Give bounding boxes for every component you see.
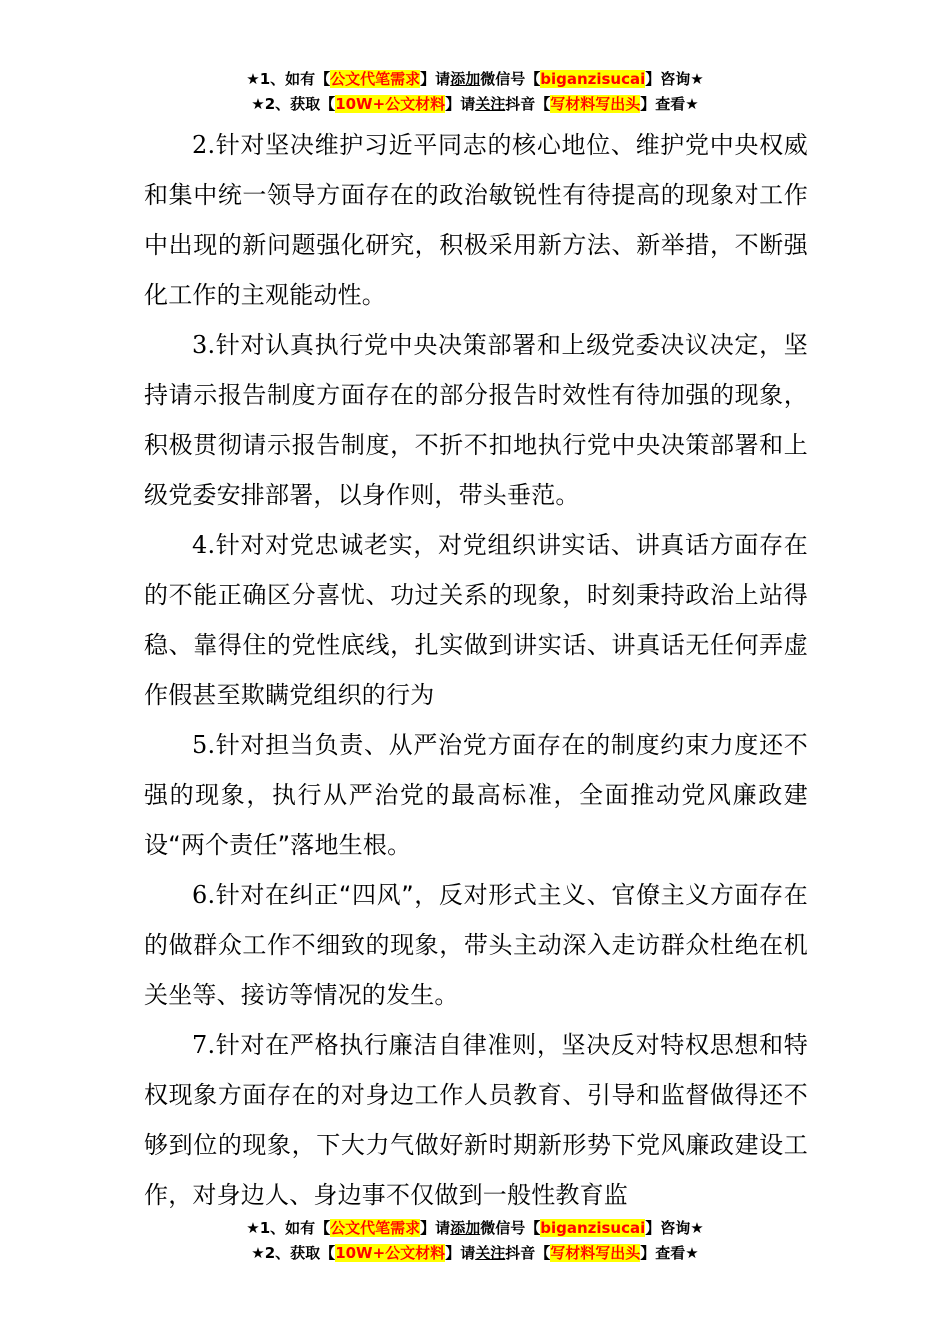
banner-wechat-id: biganzisucai	[540, 70, 646, 88]
banner-text: 微信号【	[480, 1219, 541, 1237]
banner-underlined: 关注	[475, 1244, 506, 1262]
header-banner	[0, 67, 950, 117]
paragraph-3	[144, 320, 808, 520]
paragraph-text: 针对担当负责、从严治党方面存在的制度约束力度还不强的现象，执行从严治党的最高标准，全面推动党风廉政建设“两个责任”落地生根。	[144, 731, 808, 859]
paragraph-7	[144, 1020, 808, 1220]
banner-line-1	[0, 1216, 950, 1241]
paragraph-number: 4.	[192, 531, 216, 559]
paragraph-2	[144, 120, 808, 320]
banner-douyin-name: 写材料写出头	[550, 95, 641, 113]
banner-text: 】查看★	[640, 95, 699, 113]
document-body	[144, 120, 808, 1220]
banner-text: ★1、如有【	[246, 1219, 331, 1237]
paragraph-number: 5.	[192, 731, 216, 759]
banner-highlight: 公文代笔需求	[330, 1219, 421, 1237]
paragraph-6	[144, 870, 808, 1020]
banner-line-2	[0, 92, 950, 117]
banner-text: 】咨询★	[645, 1219, 704, 1237]
banner-text: 抖音【	[505, 1244, 551, 1262]
banner-text: ★2、获取【	[251, 95, 336, 113]
banner-line-2	[0, 1241, 950, 1266]
banner-underlined: 关注	[475, 95, 506, 113]
banner-highlight: 公文代笔需求	[330, 70, 421, 88]
banner-text: 】请	[445, 1244, 476, 1262]
banner-line-1	[0, 67, 950, 92]
banner-text: ★2、获取【	[251, 1244, 336, 1262]
footer-banner	[0, 1216, 950, 1266]
banner-text: 】请	[420, 1219, 451, 1237]
paragraph-number: 7.	[192, 1031, 216, 1059]
paragraph-number: 3.	[192, 331, 216, 359]
paragraph-5	[144, 720, 808, 870]
paragraph-text: 针对坚决维护习近平同志的核心地位、维护党中央权威和集中统一领导方面存在的政治敏锐性有待提高的现象对工作中出现的新问题强化研究，积极采用新方法、新举措，不断强化工作的主观能动性。	[144, 131, 808, 309]
banner-underlined: 添加	[450, 1219, 481, 1237]
paragraph-text: 针对在严格执行廉洁自律准则，坚决反对特权思想和特权现象方面存在的对身边工作人员教育、引导和监督做得还不够到位的现象，下大力气做好新时期新形势下党风廉政建设工作，对身边人、身边事不仅做到一般性教育监	[144, 1031, 808, 1209]
paragraph-text: 针对对党忠诚老实，对党组织讲实话、讲真话方面存在的不能正确区分喜忧、功过关系的现象，时刻秉持政治上站得稳、靠得住的党性底线，扎实做到讲实话、讲真话无任何弄虚作假甚至欺瞒党组织的行为	[144, 531, 808, 709]
banner-text: 微信号【	[480, 70, 541, 88]
paragraph-4	[144, 520, 808, 720]
paragraph-text: 针对认真执行党中央决策部署和上级党委决议决定，坚持请示报告制度方面存在的部分报告时效性有待加强的现象，积极贯彻请示报告制度，不折不扣地执行党中央决策部署和上级党委安排部署，以身作则，带头垂范。	[144, 331, 808, 509]
banner-text: 】请	[420, 70, 451, 88]
banner-text: 】咨询★	[645, 70, 704, 88]
paragraph-text: 针对在纠正“四风”，反对形式主义、官僚主义方面存在的做群众工作不细致的现象，带头主动深入走访群众杜绝在机关坐等、接访等情况的发生。	[144, 881, 808, 1009]
banner-text: ★1、如有【	[246, 70, 331, 88]
banner-text: 抖音【	[505, 95, 551, 113]
banner-text: 】查看★	[640, 1244, 699, 1262]
banner-wechat-id: biganzisucai	[540, 1219, 646, 1237]
banner-highlight: 10W+公文材料	[335, 1244, 446, 1262]
banner-douyin-name: 写材料写出头	[550, 1244, 641, 1262]
banner-highlight: 10W+公文材料	[335, 95, 446, 113]
paragraph-number: 2.	[192, 131, 216, 159]
paragraph-number: 6.	[192, 881, 216, 909]
banner-text: 】请	[445, 95, 476, 113]
banner-underlined: 添加	[450, 70, 481, 88]
